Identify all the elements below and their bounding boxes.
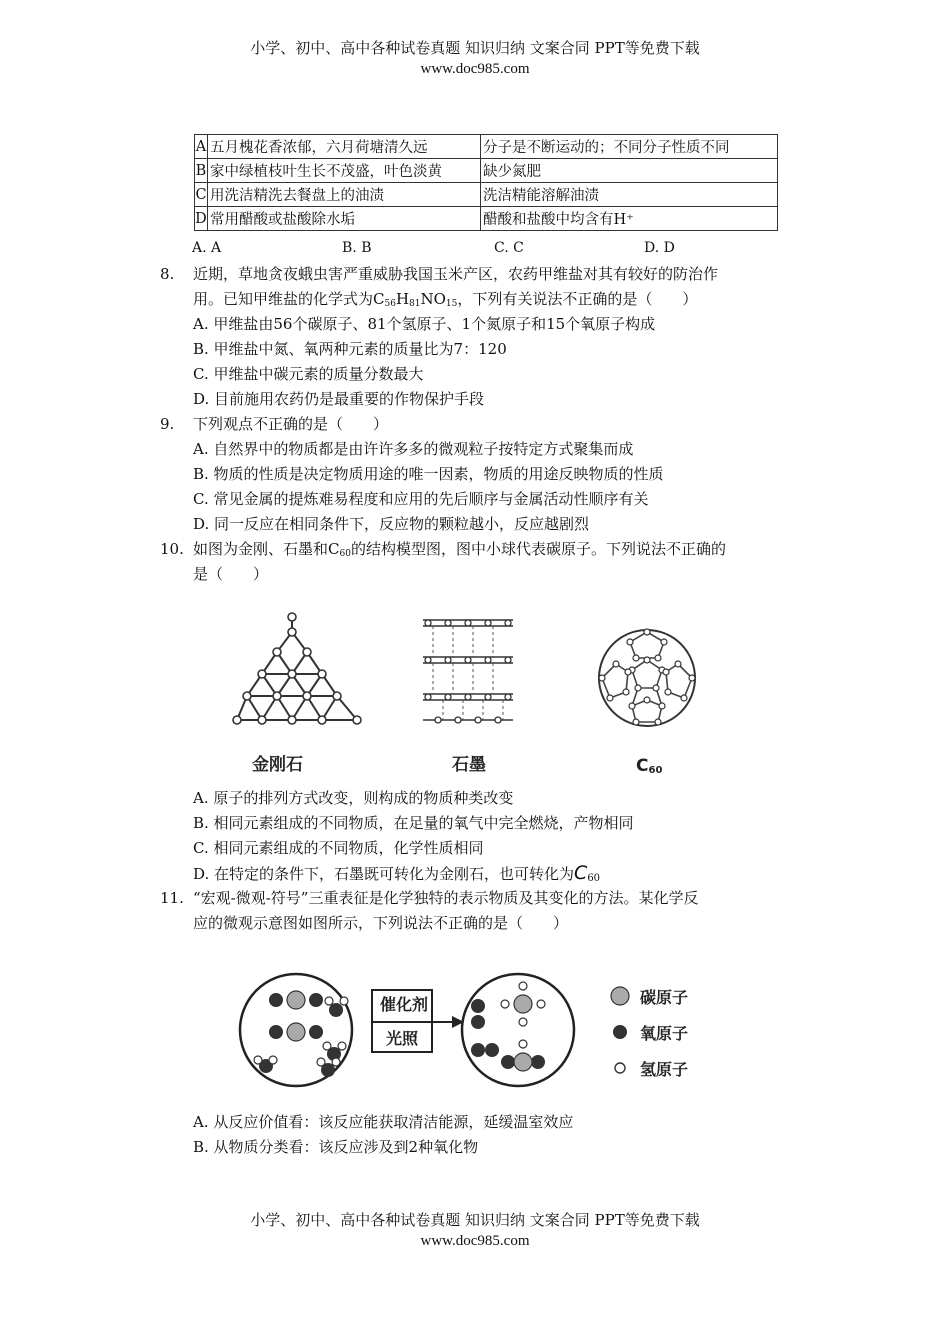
table-row xyxy=(195,159,778,183)
q9-number: 9. xyxy=(160,415,175,433)
q8-option-a[interactable]: A. 甲维盐由56个碳原子、81个氢原子、1个氮原子和15个氧原子构成 xyxy=(193,315,656,333)
legend-oxygen: 氧原子 xyxy=(640,1024,689,1043)
q8-option-d[interactable]: D. 目前施用农药仍是最重要的作物保护手段 xyxy=(193,390,485,408)
choice-c[interactable]: C. C xyxy=(494,240,524,256)
q9-option-d[interactable]: D. 同一反应在相同条件下，反应物的颗粒越小，反应越剧烈 xyxy=(193,515,590,533)
q9-stem: 下列观点不正确的是（ ） xyxy=(193,415,389,433)
q8-no: NO xyxy=(420,290,446,308)
row-explanation: 洗洁精能溶解油渍 xyxy=(481,183,778,207)
q10-stem-line2: 是（ ） xyxy=(193,565,269,583)
q9-option-b[interactable]: B. 物质的性质是决定物质用途的唯一因素，物质的用途反映物质的性质 xyxy=(193,465,664,483)
row-key: B xyxy=(195,159,208,183)
footer-url: www.doc985.com xyxy=(420,1233,530,1249)
c60-label-c: C xyxy=(636,756,649,776)
q10-sub: 60 xyxy=(339,549,351,559)
row-explanation: 醋酸和盐酸中均含有H⁺ xyxy=(481,207,778,231)
q10-option-b[interactable]: B. 相同元素组成的不同物质，在足量的氧气中完全燃烧，产物相同 xyxy=(193,814,634,832)
q8-stem-line1: 近期，草地贪夜蛾虫害严重威胁我国玉米产区，农药甲维盐对其有较好的防治作 xyxy=(193,265,719,283)
row-explanation: 缺少氮肥 xyxy=(481,159,778,183)
q10-option-d-text: D. 在特定的条件下，石墨既可转化为金刚石，也可转化为 xyxy=(193,865,575,883)
q11-stem-line2: 应的微观示意图如图所示，下列说法不正确的是（ ） xyxy=(193,914,569,932)
q10-option-d-sub: 60 xyxy=(587,873,601,884)
row-phenomenon: 用洗洁精洗去餐盘上的油渍 xyxy=(208,183,481,207)
table-row xyxy=(195,135,778,159)
q11-option-a[interactable]: A. 从反应价值看：该反应能获取清洁能源，延缓温室效应 xyxy=(193,1113,574,1131)
c60-structure-figure xyxy=(592,620,702,740)
q10-stem-b: 的结构模型图，图中小球代表碳原子。下列说法不正确的 xyxy=(350,540,726,558)
q11-option-b[interactable]: B. 从物质分类看：该反应涉及到2种氧化物 xyxy=(193,1138,479,1156)
q10-number: 10. xyxy=(160,540,184,558)
page-footer xyxy=(0,1210,950,1252)
q10-option-c[interactable]: C. 相同元素组成的不同物质，化学性质相同 xyxy=(193,839,484,857)
page-header xyxy=(0,38,950,80)
q8-sub-h: 81 xyxy=(409,299,421,309)
row-phenomenon: 家中绿植枝叶生长不茂盛，叶色淡黄 xyxy=(208,159,481,183)
q8-option-b[interactable]: B. 甲维盐中氮、氧两种元素的质量比为7：120 xyxy=(193,340,507,358)
q10-option-a[interactable]: A. 原子的排列方式改变，则构成的物质种类改变 xyxy=(193,789,514,807)
legend-hydrogen: 氢原子 xyxy=(640,1060,689,1079)
catalyst-label: 催化剂 xyxy=(380,995,429,1014)
q9-option-a[interactable]: A. 自然界中的物质都是由许许多多的微观粒子按特定方式聚集而成 xyxy=(193,440,634,458)
q11-number: 11. xyxy=(160,889,184,907)
q10-option-d-c: C xyxy=(574,862,588,884)
q11-stem-line1: “宏观-微观-符号”三重表征是化学独特的表示物质及其变化的方法。某化学反 xyxy=(193,889,699,907)
header-title: 小学、初中、高中各种试卷真题 知识归纳 文案合同 PPT等免费下载 xyxy=(250,39,700,57)
diamond-label: 金刚石 xyxy=(252,755,303,775)
choice-b[interactable]: B. B xyxy=(342,240,372,256)
graphite-structure-figure xyxy=(418,612,518,732)
q8-option-c[interactable]: C. 甲维盐中碳元素的质量分数最大 xyxy=(193,365,424,383)
footer-title: 小学、初中、高中各种试卷真题 知识归纳 文案合同 PPT等免费下载 xyxy=(250,1211,700,1229)
c60-label-sub: 60 xyxy=(648,765,663,776)
row-key: D xyxy=(195,207,208,231)
table-row xyxy=(195,207,778,231)
diamond-structure-figure xyxy=(232,612,372,742)
q10-option-d[interactable] xyxy=(193,862,600,890)
q8-stem-a: 用。已知甲维盐的化学式为C xyxy=(193,290,385,308)
graphite-label: 石墨 xyxy=(452,755,486,775)
row-phenomenon: 常用醋酸或盐酸除水垢 xyxy=(208,207,481,231)
q8-sub-c: 56 xyxy=(384,299,396,309)
q7-table xyxy=(194,134,778,231)
row-explanation: 分子是不断运动的；不同分子性质不同 xyxy=(481,135,778,159)
reaction-legend-icons xyxy=(606,984,636,1084)
row-key: A xyxy=(195,135,208,159)
q8-stem-b: ，下列有关说法不正确的是（ ） xyxy=(457,290,698,308)
q8-number: 8. xyxy=(160,265,175,283)
q10-stem-a: 如图为金刚、石墨和C xyxy=(193,540,340,558)
choice-d[interactable]: D. D xyxy=(644,240,675,256)
q8-stem-line2 xyxy=(193,288,697,315)
light-label: 光照 xyxy=(386,1029,419,1048)
q10-stem-line1 xyxy=(193,538,726,565)
legend-carbon: 碳原子 xyxy=(640,988,689,1007)
c60-label xyxy=(636,756,662,776)
q7-choices xyxy=(192,240,792,260)
q8-h: H xyxy=(395,290,410,308)
row-key: C xyxy=(195,183,208,207)
choice-a[interactable]: A. A xyxy=(192,240,222,256)
row-phenomenon: 五月槐花香浓郁，六月荷塘清久远 xyxy=(208,135,481,159)
q8-sub-o: 15 xyxy=(445,299,458,309)
table-row xyxy=(195,183,778,207)
q9-option-c[interactable]: C. 常见金属的提炼难易程度和应用的先后顺序与金属活动性顺序有关 xyxy=(193,490,649,508)
header-url: www.doc985.com xyxy=(420,61,530,77)
